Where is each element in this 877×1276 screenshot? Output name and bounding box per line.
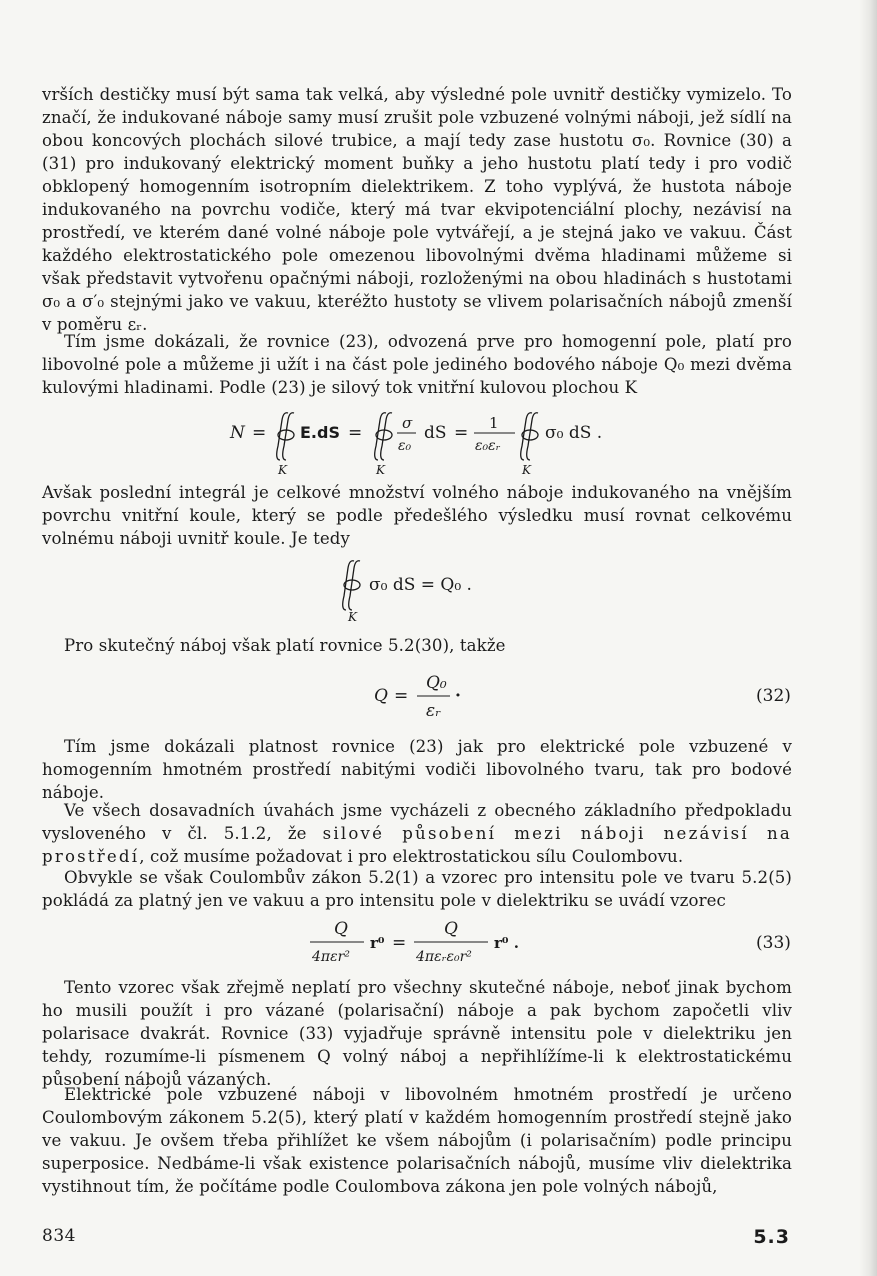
flux-frac2-num: 1 (489, 414, 499, 432)
eq32-den: εᵣ (426, 701, 442, 721)
flux-vector-term: E.dS (300, 423, 340, 442)
flux-ds: dS (424, 423, 447, 443)
equation-32-svg (42, 666, 792, 726)
double-integral-2 (375, 413, 392, 460)
charge-term: σ₀ dS = Q₀ . (369, 575, 472, 595)
eq33-den1: 4πεr² (312, 949, 350, 965)
paragraph-4-text: Pro skutečný náboj však platí rovnice 5.2(30), takže (64, 636, 506, 655)
equation-charge-svg (42, 554, 792, 624)
flux-term3: σ₀ dS . (545, 423, 603, 443)
flux-eq2: = (348, 423, 363, 443)
paragraph-3-text: Avšak poslední integrál je celkové množství volného náboje indukovaného na vnějším povrchu vnitřní koule, který se podle předešlého výsledku musí rovnat celkovému volnému náboji uvnitř koule. Je tedy (42, 483, 792, 548)
eq32-dot: · (455, 686, 461, 706)
paragraph-1 (42, 83, 792, 336)
paragraph-6 (42, 799, 792, 868)
eq32-number: (32) (756, 686, 791, 706)
flux-limit-1: K (278, 463, 287, 476)
paragraph-2 (42, 330, 792, 399)
paragraph-7 (42, 866, 792, 912)
paragraph-6-part-c: , což musíme požadovat i pro elektrostatickou sílu Coulombovu. (139, 847, 684, 866)
flux-frac1-den: ε₀ (398, 438, 412, 454)
flux-limit-3: K (522, 463, 531, 476)
equation-flux-svg (42, 406, 792, 476)
flux-limit-2: K (376, 463, 385, 476)
flux-eq1: = (252, 423, 267, 443)
equation-33-svg (42, 912, 792, 972)
eq33-num2: Q (444, 919, 458, 939)
paragraph-7-text: Obvykle se však Coulombův zákon 5.2(1) a vzorec pro intensitu pole ve tvaru 5.2(5) pokládá za platný jen ve vakuu a pro intensitu pole v dielektriku se uvádí vzorec (42, 868, 792, 910)
page-number: 834 (42, 1226, 76, 1246)
paragraph-1-text: vrších destičky musí být sama tak velká, aby výsledné pole uvnitř destičky vymizelo. To značí, že indukované náboje samy musí zrušit pole vzbuzené volnými náboji, jež sídlí na obou koncových plochách silové trubice, a mají tedy zase hustotu σ₀. Rovnice (30) a (31) pro indukovaný elektrický moment buňky a jeho hustotu platí tedy i pro vodič obklopený homogenním isotropním dielektrikem. Z toho vyplývá, že hustota náboje indukovaného na povrchu vodiče, který má tvar ekvipotenciální plochy, nezávisí na prostředí, ve kterém dané volné náboje pole vytvářejí, a je stejná jako ve vakuu. Část každého elektrostatického pole omezenou libovolnými dvěma hladinami můžeme si však představit vytvořenu opačnými náboji, rozloženými na obou hladinách s hustotami σ₀ a σ′₀ stejnými jako ve vakuu, kteréžto hustoty se vlivem polarisačních nábojů zmenší v poměru εᵣ. (42, 85, 792, 334)
section-number: 5.3 (753, 1226, 790, 1248)
double-integral-3 (521, 413, 538, 460)
flux-lhs: N (230, 423, 245, 443)
eq33-vec2: r⁰ . (494, 934, 519, 952)
page-edge-shadow (859, 0, 877, 1276)
flux-frac2-den: ε₀εᵣ (475, 438, 501, 454)
double-integral-1 (277, 413, 294, 460)
paragraph-3 (42, 481, 792, 550)
flux-frac1-num: σ (402, 414, 413, 432)
paragraph-4 (42, 634, 792, 657)
eq32-num: Q₀ (426, 673, 447, 693)
paragraph-6-text (42, 799, 792, 868)
equation-33 (42, 912, 792, 972)
equation-32 (42, 666, 792, 726)
eq33-equals: = (392, 933, 407, 953)
charge-limit: K (348, 610, 357, 624)
paragraph-5-text: Tím jsme dokázali platnost rovnice (23) jak pro elektrické pole vzbuzené v homogenním hmotném prostředí nabitými vodiči libovolného tvaru, tak pro bodové náboje. (42, 737, 792, 802)
paragraph-9-text: Elektrické pole vzbuzené náboji v libovolném hmotném prostředí je určeno Coulombovým zákonem 5.2(5), který platí v každém homogenním prostředí stejně jako ve vakuu. Je ovšem třeba přihlížet ke všem nábojům (i polarisačním) podle principu superposice. Nedbáme-li však existence polarisačních nábojů, musíme vliv dielektrika vystihnout tím, že počítáme podle Coulombova zákona jen pole volných nábojů, (42, 1085, 792, 1196)
eq33-number: (33) (756, 933, 791, 953)
paragraph-8-text: Tento vzorec však zřejmě neplatí pro všechny skutečné náboje, neboť jinak bychom ho musili použít i pro vázané (polarisační) náboje a pak bychom započetli vliv polarisace dvakrát. Rovnice (33) vyjadřuje správně intensitu pole v dielektriku jen tehdy, rozumíme-li písmenem Q volný náboj a nepřihlížíme-li k elektrostatickému působení nábojů vázaných. (42, 978, 792, 1089)
paragraph-5 (42, 735, 792, 804)
eq33-den2: 4πεᵣε₀r² (416, 949, 472, 965)
paragraph-8 (42, 976, 792, 1091)
eq33-num1: Q (334, 919, 348, 939)
equation-flux (42, 406, 792, 476)
paragraph-2-text: Tím jsme dokázali, že rovnice (23), odvozená prve pro homogenní pole, platí pro libovolné pole a můžeme ji užít i na část pole jediného bodového náboje Q₀ mezi dvěma kulovými hladinami. Podle (23) je silový tok vnitřní kulovou plochou K (42, 332, 792, 397)
paragraph-6-part-a: Ve všech dosavadních úvahách jsme vycházeli z obecného základního předpokladu vysloveného v čl. 5.1.2, že (42, 801, 792, 843)
paragraph-9 (42, 1083, 792, 1198)
paragraph-6-emphasis: silové působení mezi náboji nezávisí na prostředí (42, 824, 792, 866)
eq33-vec1: r⁰ (370, 934, 385, 952)
equation-charge (42, 554, 792, 624)
flux-eq3: = (454, 423, 469, 443)
eq32-lhs: Q (374, 686, 388, 706)
eq32-equals: = (394, 686, 409, 706)
double-integral-4 (343, 561, 360, 610)
